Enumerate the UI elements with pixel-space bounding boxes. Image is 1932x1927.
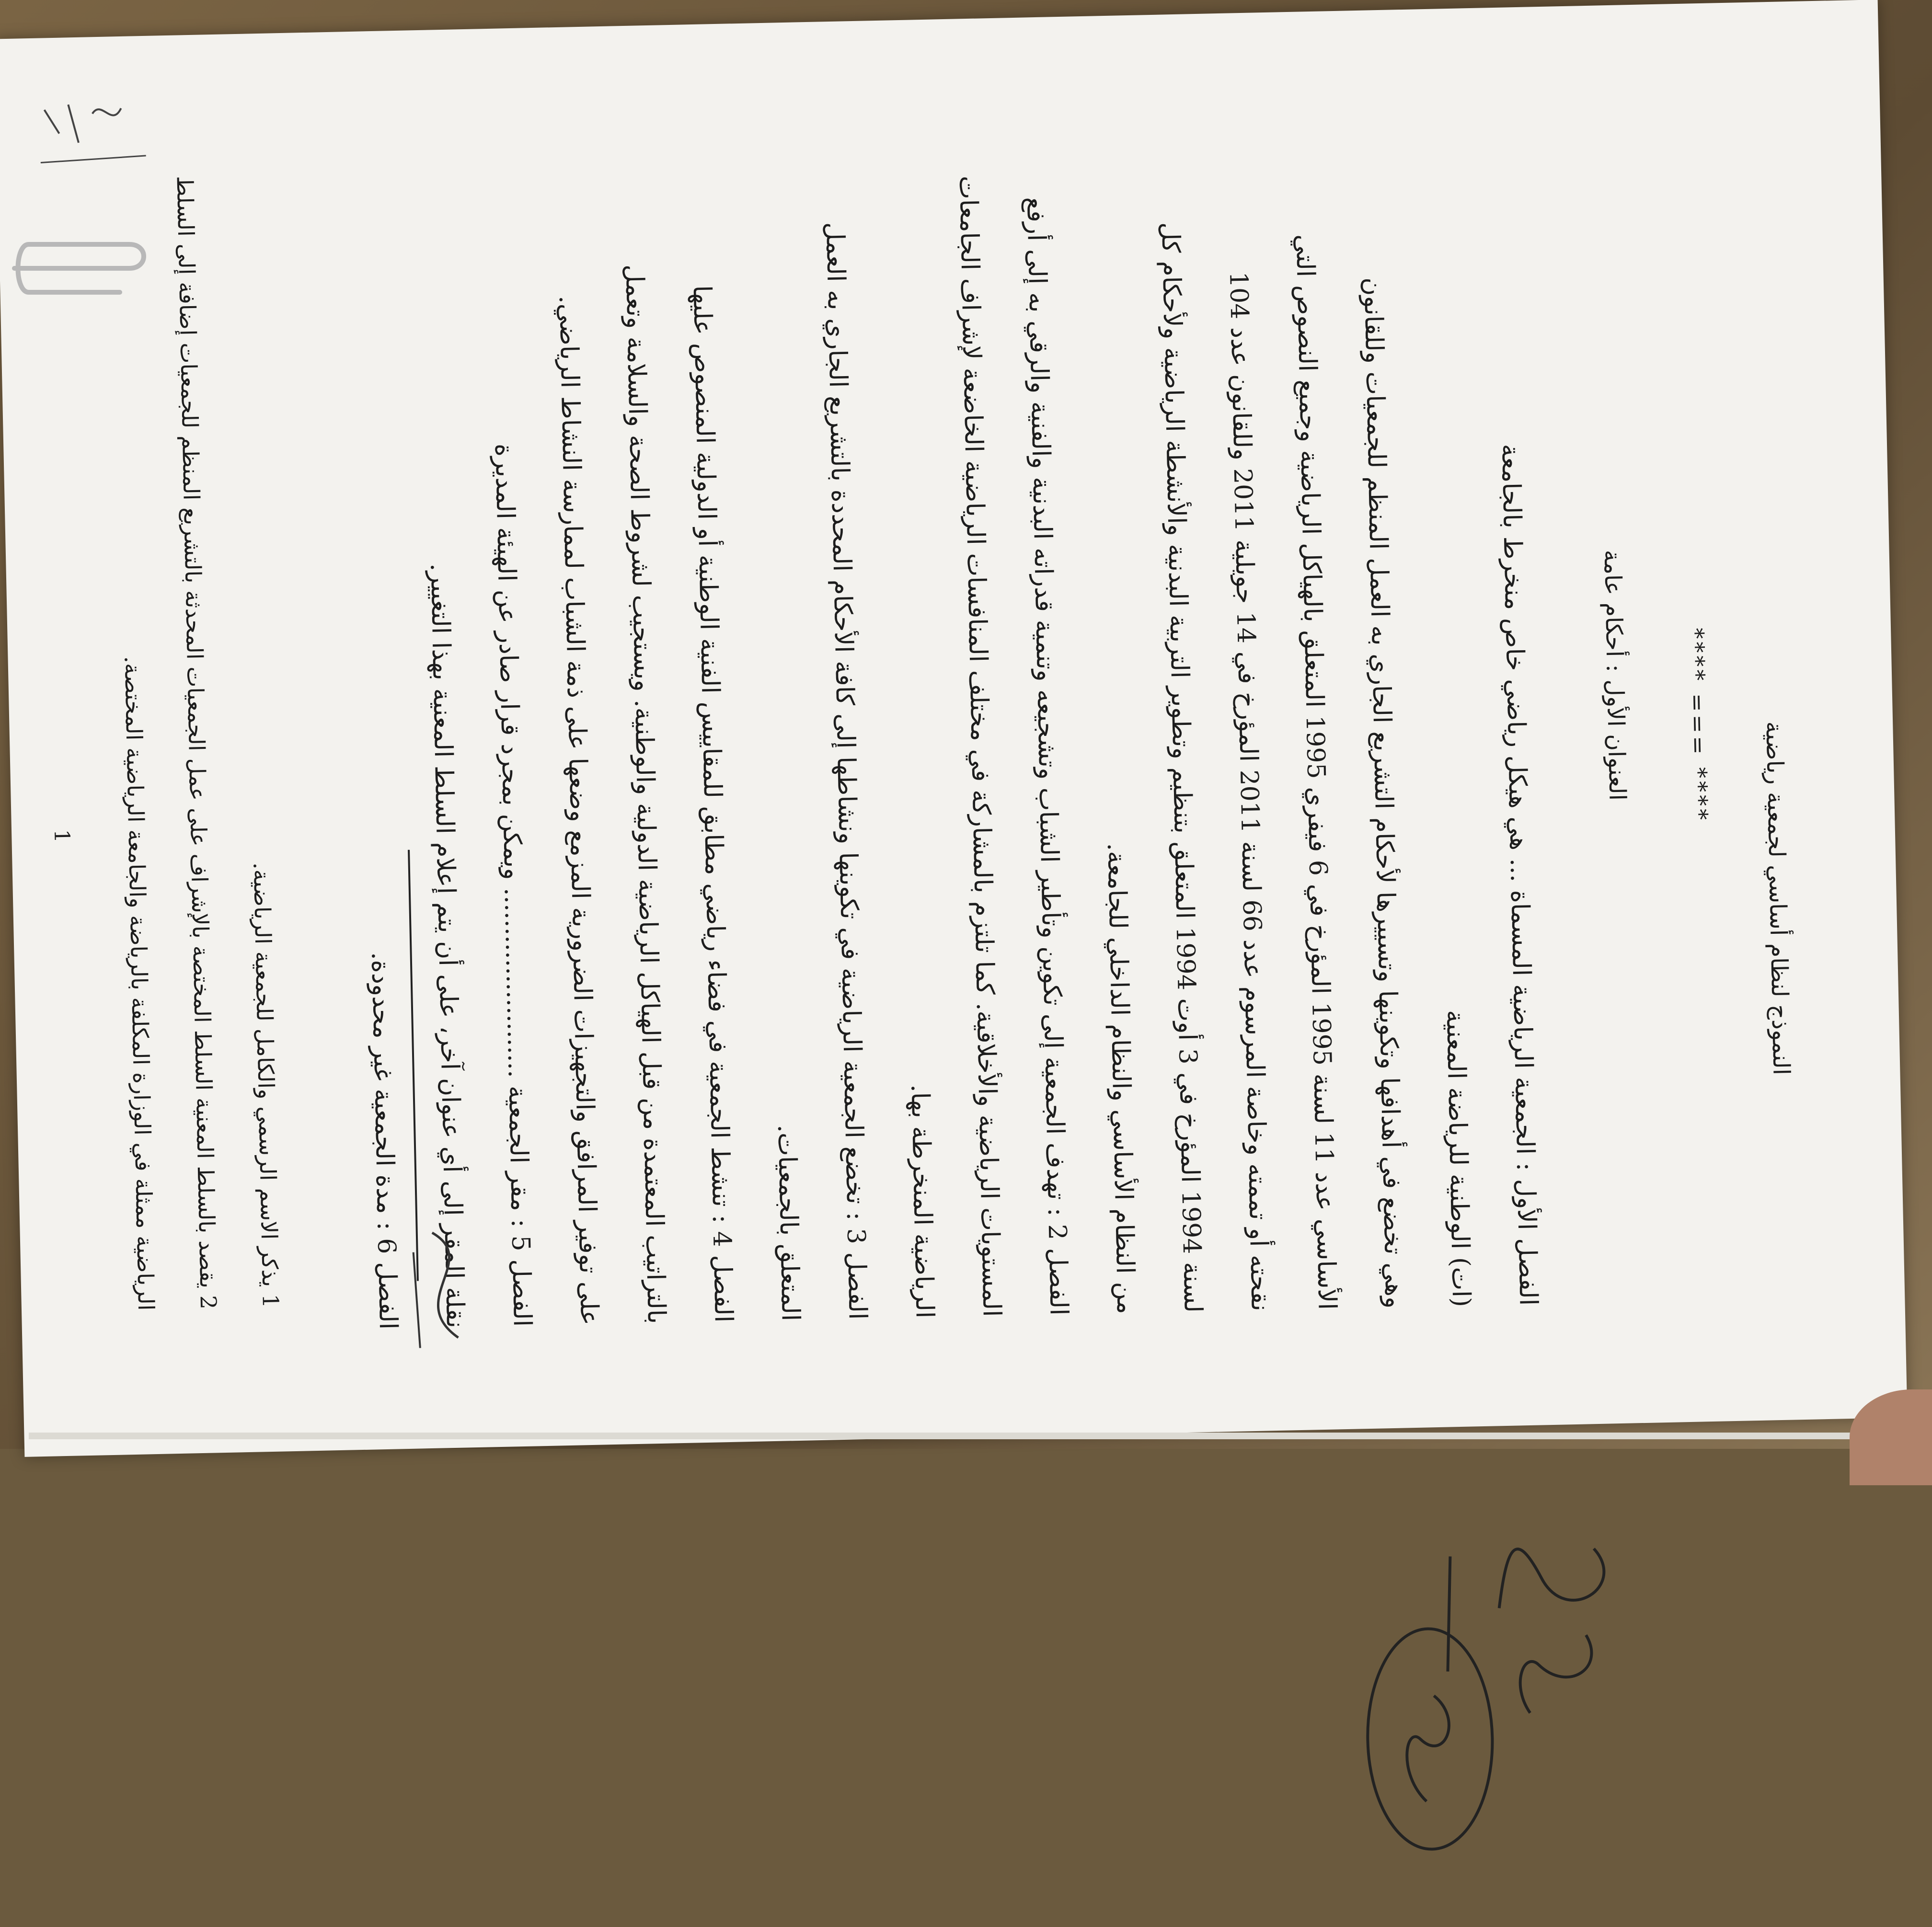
- title-separator: **** === ****: [1682, 627, 1713, 823]
- text-line: لسنة 1994 المؤرخ في 3 أوت 1994 المتعلق بتنظيم وتطوير التربية البدنية والأنشطة الرياضية ولأحكام كل: [1155, 222, 1208, 1313]
- text-line: (ات) الوطنية للرياضة المعنية: [1440, 1009, 1476, 1308]
- footnote: 2 يقصد بالسلط المعنية السلط المختصة بالإشراف على عمل الجمعيات المحدثة بالتشريع المنظم للجمعيات إضافة إلى السلط: [172, 175, 222, 1310]
- text-line: الفصل 4 : تنشط الجمعية في فضاء رياضي مطابق للمقاييس الفنية الوطنية أو الدولية المنصوص عليها: [687, 285, 738, 1323]
- text-line: نقحته أو تممته وخاصة المرسوم عدد 66 لسنة 2011 المؤرخ في 14 جويلية 2011 وللقانون عدد 104: [1224, 271, 1275, 1312]
- text-line: نقلة المقر إلى أي عنوان آخر، على أن يتم إعلام السلط المعنية بهذا التغيير.: [425, 563, 470, 1329]
- text-line: الفصل 3 : تخضع الجمعية الرياضية في تكوينها ونشاطها إلى كافة الأحكام المحددة بالتشريع الجاري به العمل: [820, 222, 872, 1320]
- text-line: المستويات الرياضية والأخلاقية. كما تلتزم بالمشاركة في مختلف المنافسات الرياضية الخاضعة لإشراف الجامعات: [953, 175, 1006, 1318]
- text-line: الرياضية المنخرطة بها.: [905, 1084, 939, 1319]
- text-line: الفصل 6 : مدة الجمعية غير محدودة.: [366, 952, 403, 1330]
- paper-stack-edge: [29, 1433, 1898, 1439]
- text-line: وهي تخضع في أهدافها وتكوينها وتسييرها لأحكام التشريع الجاري به العمل المنظم للجمعيات وللقانون: [1358, 277, 1409, 1309]
- text-line: الفصل 2 : تهدف الجمعية إلى تكوين وتأطير الشباب وتشجيعه وتنمية قدراته البدنية والفنية والرقي به إلى أرفع: [1021, 196, 1073, 1316]
- article-text: [309, 108, 1541, 1331]
- text-line: بالتراتيب المعتمدة من قبل الهياكل الرياضية الدولية والوطنية. ويستجيب لشروط الصحة والسلامة وتعمل: [620, 264, 671, 1324]
- footnote: 1 يذكر الاسم الرسمي والكامل للجمعية الرياضية.: [248, 862, 284, 1308]
- section-title: العنوان الأول : أحكام عامة: [1598, 549, 1631, 801]
- text-line: من النظام الأساسي والنظام الداخلي للجامعة.: [1102, 842, 1140, 1315]
- margin-scribble: [393, 1222, 502, 1368]
- text-line: المتعلق بالجمعيات.: [772, 1124, 805, 1321]
- page-number: 1: [49, 829, 74, 843]
- corner-scribble: [30, 89, 156, 177]
- text-line: الفصل 5 : مقر الجمعية ........................ ويمكن بمجرد قرار صادر عن الهيئة المديرة: [489, 443, 537, 1327]
- page-content: [0, 20, 1869, 1457]
- footnote: الرياضية ممثلة في الوزارة المكلفة بالرياضة والجامعة الرياضية المختصة.: [119, 655, 160, 1311]
- paper-clip-icon: [5, 225, 158, 307]
- signature-icon: [1334, 1510, 1640, 1899]
- text-line: الأساسي عدد 11 لسنة 1995 المؤرخ في 6 فيفري 1995 المتعلق بالهياكل الرياضية وجميع النصوص التي: [1290, 234, 1342, 1310]
- document-title: النموذج لنظام أساسي لجمعية رياضية: [1760, 721, 1795, 1076]
- text-line: على توفير المرافق والتجهيزات الضرورية المزمع وضعها على ذمة الشباب لممارسة النشاط الرياضي.: [553, 295, 604, 1326]
- text-line: الفصل الأول : الجمعية الرياضية المسماة ... هي هيكل رياضي خاص منخرط بالجامعة: [1495, 443, 1543, 1306]
